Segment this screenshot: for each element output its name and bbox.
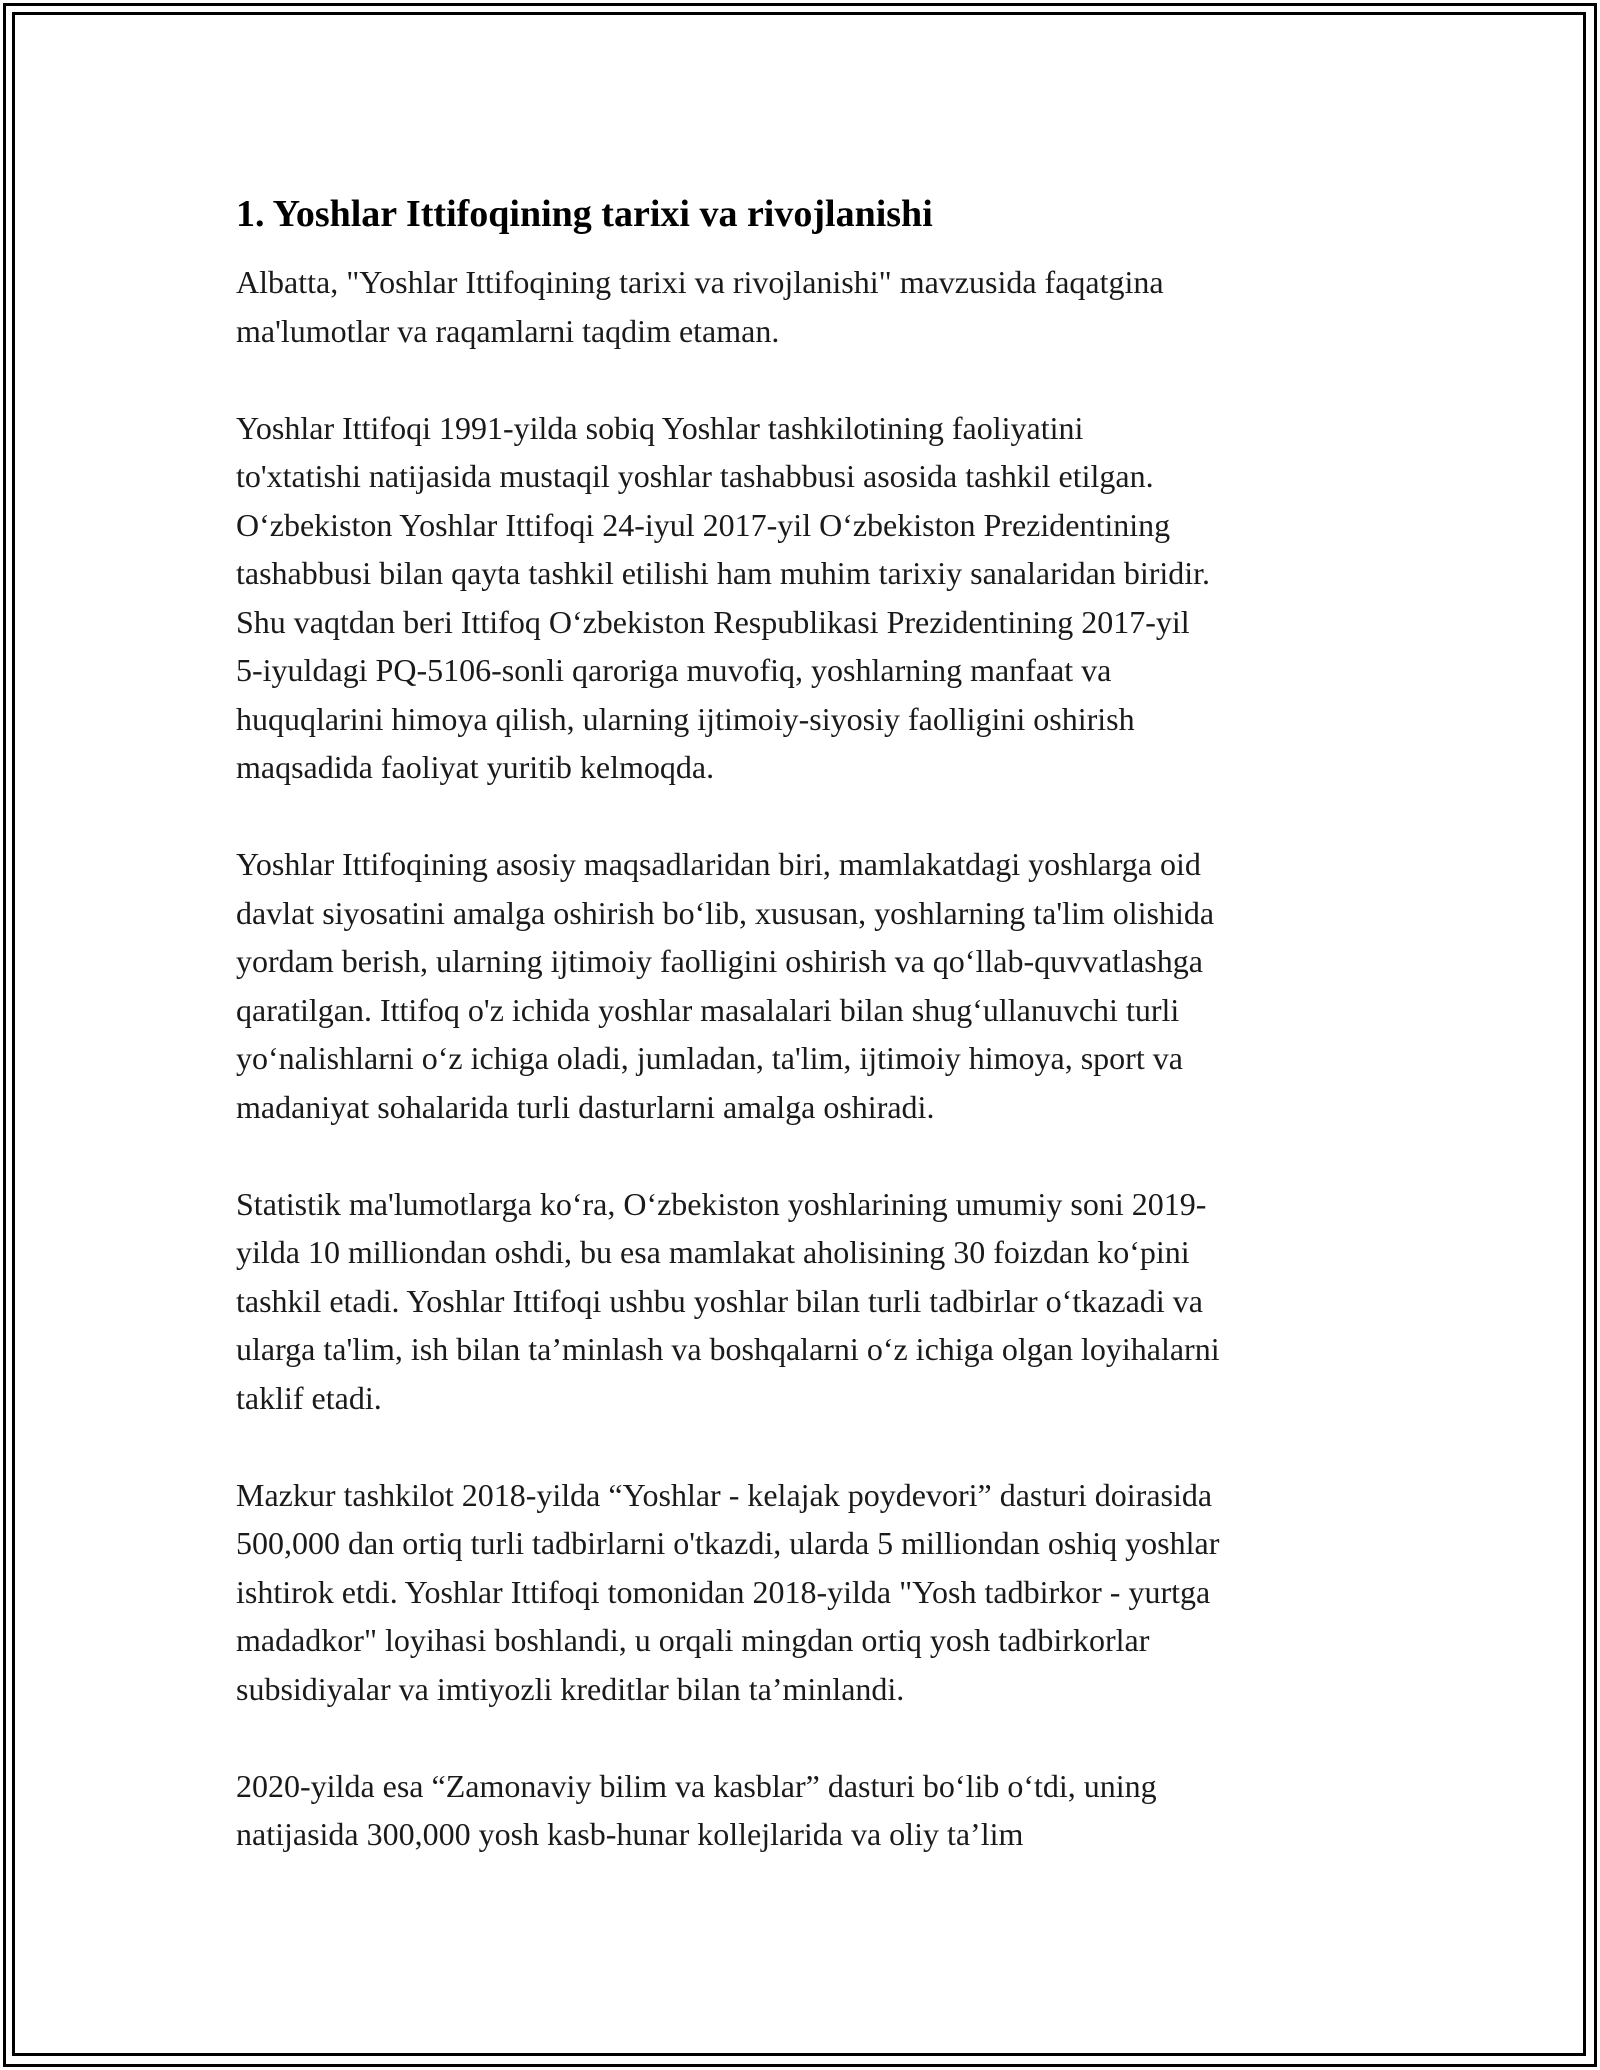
text-line: yilda 10 milliondan oshdi, bu esa mamlakat aholisining 30 foizdan ko‘pini: [236, 1234, 1190, 1270]
paragraph-programs-2020: [236, 1762, 1366, 1859]
paragraph-history: [236, 404, 1366, 792]
text-line: Yoshlar Ittifoqining asosiy maqsadlaridan biri, mamlakatdagi yoshlarga oid: [236, 846, 1201, 882]
text-line: Albatta, "Yoshlar Ittifoqining tarixi va rivojlanishi" mavzusida faqatgina: [236, 264, 1164, 300]
text-line: tashabbusi bilan qayta tashkil etilishi ham muhim tarixiy sanalaridan biridir.: [236, 555, 1211, 591]
paragraph-programs-2018: [236, 1471, 1366, 1714]
document-body: [236, 188, 1366, 1907]
text-line: 500,000 dan ortiq turli tadbirlarni o'tkazdi, ularda 5 milliondan oshiq yoshlar: [236, 1525, 1220, 1561]
text-line: yordam berish, ularning ijtimoiy faolligini oshirish va qo‘llab-quvvatlashga: [236, 943, 1203, 979]
text-line: tashkil etadi. Yoshlar Ittifoqi ushbu yoshlar bilan turli tadbirlar o‘tkazadi va: [236, 1282, 1203, 1319]
paragraph-statistics: [236, 1180, 1366, 1423]
text-line: yo‘nalishlarni o‘z ichiga oladi, jumladan, ta'lim, ijtimoiy himoya, sport va: [236, 1040, 1183, 1076]
text-line: Yoshlar Ittifoqi 1991-yilda sobiq Yoshlar tashkilotining faoliyatini: [236, 409, 1084, 446]
text-line: davlat siyosatini amalga oshirish bo‘lib, xususan, yoshlarning ta'lim olishida: [236, 894, 1215, 931]
text-line: ishtirok etdi. Yoshlar Ittifoqi tomonidan 2018-yilda "Yosh tadbirkor - yurtga: [236, 1573, 1211, 1610]
text-line: Statistik ma'lumotlarga ko‘ra, O‘zbekiston yoshlarining umumiy soni 2019-: [236, 1185, 1207, 1222]
text-line: Shu vaqtdan beri Ittifoq O‘zbekiston Respublikasi Prezidentining 2017-yil: [236, 603, 1190, 640]
text-line: ularga ta'lim, ish bilan ta’minlash va boshqalarni o‘z ichiga olgan loyihalarni: [236, 1331, 1220, 1367]
text-line: subsidiyalar va imtiyozli kreditlar bilan ta’minlandi.: [236, 1670, 905, 1707]
paragraph-goals: [236, 840, 1366, 1131]
text-line: maqsadida faoliyat yuritib kelmoqda.: [236, 749, 715, 785]
text-line: 5-iyuldagi PQ-5106-sonli qaroriga muvofiq, yoshlarning manfaat va: [236, 652, 1112, 688]
text-line: qaratilgan. Ittifoq o'z ichida yoshlar masalalari bilan shug‘ullanuvchi turli: [236, 991, 1180, 1028]
text-line: 2020-yilda esa “Zamonaviy bilim va kasblar” dasturi bo‘lib o‘tdi, uning: [236, 1767, 1157, 1804]
text-line: O‘zbekiston Yoshlar Ittifoqi 24-iyul 2017-yil O‘zbekiston Prezidentining: [236, 506, 1171, 543]
text-line: madadkor" loyihasi boshlandi, u orqali mingdan ortiq yosh tadbirkorlar: [236, 1622, 1150, 1658]
text-line: huquqlarini himoya qilish, ularning ijtimoiy-siyosiy faolligini oshirish: [236, 700, 1135, 737]
text-line: madaniyat sohalarida turli dasturlarni amalga oshiradi.: [236, 1088, 935, 1125]
text-line: to'xtatishi natijasida mustaqil yoshlar tashabbusi asosida tashkil etilgan.: [236, 458, 1154, 494]
text-line: ma'lumotlar va raqamlarni taqdim etaman.: [236, 312, 780, 349]
section-heading: 1. Yoshlar Ittifoqining tarixi va rivojlanishi: [236, 193, 933, 235]
text-line: Mazkur tashkilot 2018-yilda “Yoshlar - kelajak poydevori” dasturi doirasida: [236, 1476, 1213, 1513]
text-line: taklif etadi.: [236, 1379, 382, 1416]
paragraph-intro: [236, 258, 1366, 355]
text-line: natijasida 300,000 yosh kasb-hunar kollejlarida va oliy ta’lim: [236, 1816, 1024, 1852]
